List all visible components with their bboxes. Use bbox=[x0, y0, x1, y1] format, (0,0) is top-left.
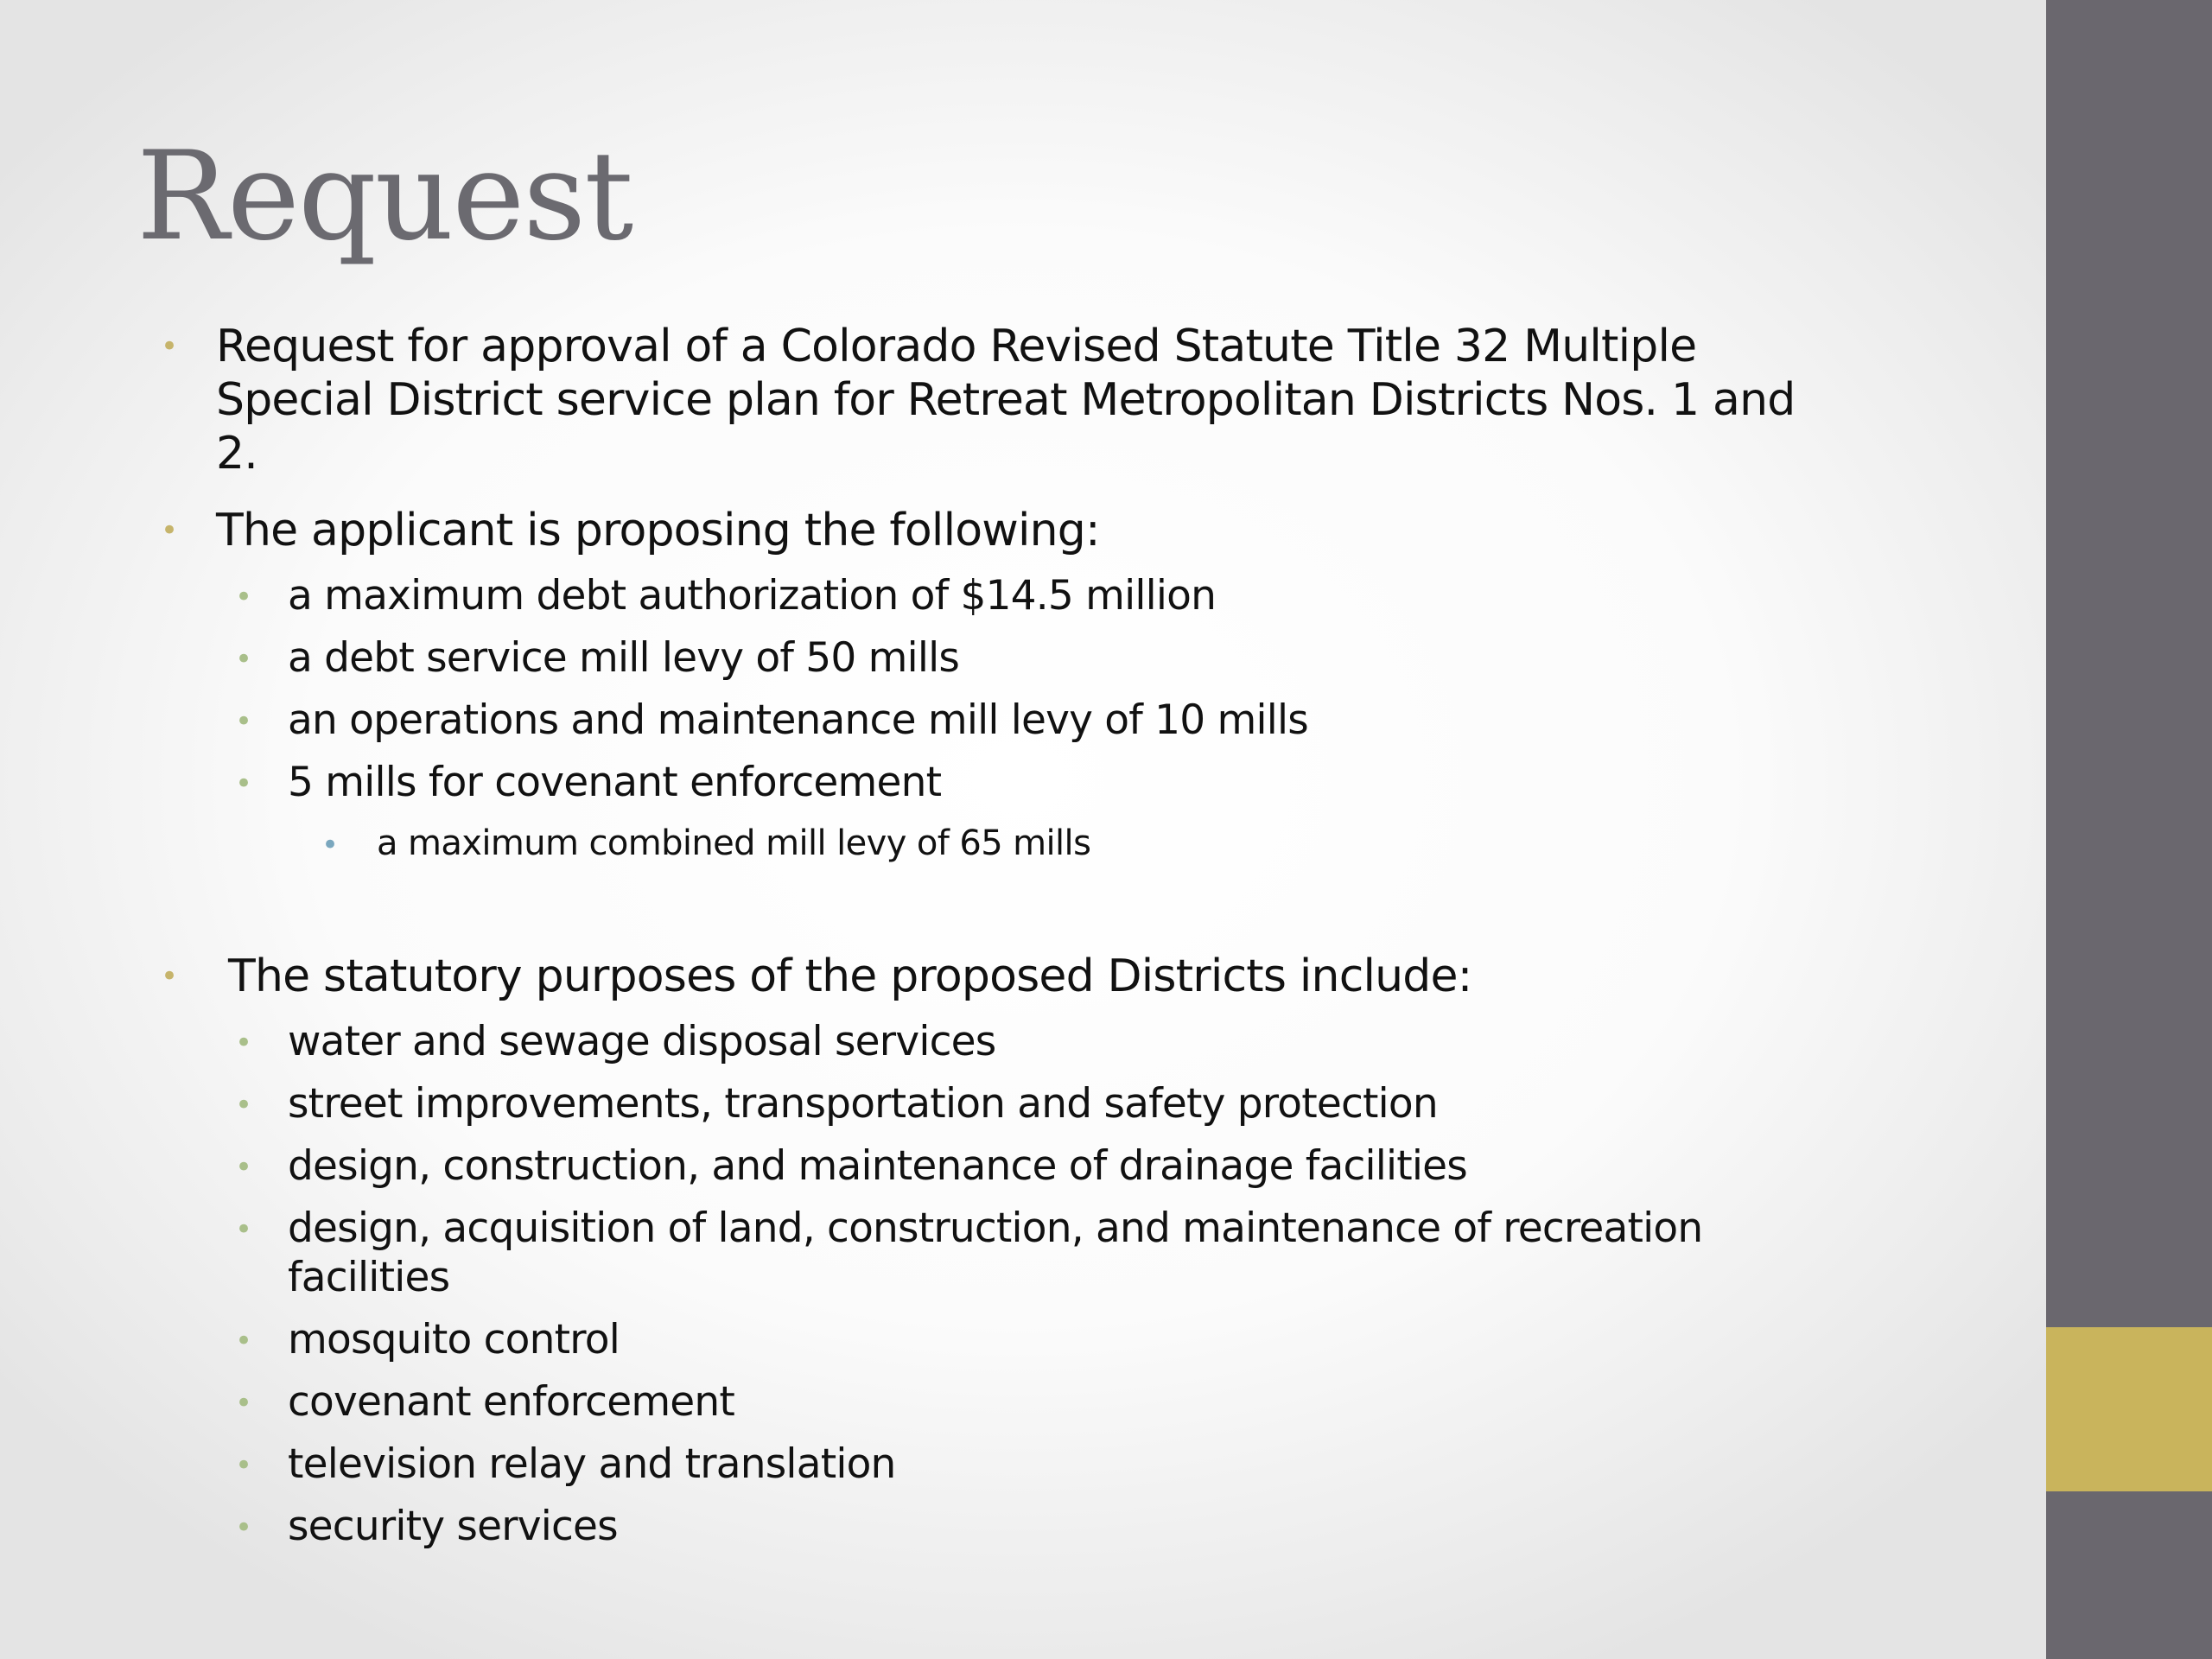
list-item-line: The statutory purposes of the proposed Districts include: bbox=[228, 950, 1472, 1002]
list-item-line: 2. bbox=[216, 428, 258, 480]
bullet-icon: • bbox=[161, 329, 179, 364]
list-item bbox=[288, 1440, 896, 1489]
bullet-icon: • bbox=[235, 704, 253, 739]
list-item-line: a debt service mill levy of 50 mills bbox=[288, 634, 960, 682]
slide-title: Request bbox=[137, 125, 632, 268]
side-accent-block bbox=[2046, 1327, 2212, 1491]
list-item-line: design, acquisition of land, construction, and maintenance of recreation bbox=[288, 1205, 1703, 1252]
list-item bbox=[288, 571, 1216, 620]
list-item-line: 5 mills for covenant enforcement bbox=[288, 759, 942, 806]
bullet-icon: • bbox=[235, 1212, 253, 1247]
list-item-line: covenant enforcement bbox=[288, 1378, 735, 1426]
list-item bbox=[288, 1141, 1467, 1191]
list-item bbox=[288, 758, 941, 807]
list-item-line: The applicant is proposing the following: bbox=[216, 505, 1100, 556]
bullet-icon: • bbox=[235, 1324, 253, 1358]
bullet-icon: • bbox=[235, 1386, 253, 1421]
list-item bbox=[288, 1017, 995, 1066]
list-item-line: street improvements, transportation and safety protection bbox=[288, 1080, 1438, 1128]
list-item-line: a maximum debt authorization of $14.5 million bbox=[288, 572, 1217, 620]
list-item bbox=[288, 1204, 1702, 1302]
list-item-line: a maximum combined mill levy of 65 mills bbox=[377, 823, 1091, 863]
bullet-icon: • bbox=[235, 1026, 253, 1060]
bullet-icon: • bbox=[235, 580, 253, 614]
list-item bbox=[216, 504, 1100, 557]
list-item bbox=[377, 822, 1090, 865]
list-item-line: facilities bbox=[288, 1254, 450, 1301]
bullet-icon: • bbox=[235, 1088, 253, 1122]
bullet-icon: • bbox=[235, 642, 253, 677]
list-item-line: security services bbox=[288, 1503, 618, 1550]
list-item bbox=[216, 320, 1795, 480]
list-item bbox=[288, 1315, 620, 1364]
bullet-icon: • bbox=[161, 959, 179, 994]
bullet-icon: • bbox=[235, 1448, 253, 1483]
list-item-line: water and sewage disposal services bbox=[288, 1018, 996, 1065]
bullet-icon: • bbox=[235, 1510, 253, 1545]
list-item-line: mosquito control bbox=[288, 1316, 620, 1363]
list-item-line: television relay and translation bbox=[288, 1440, 896, 1488]
list-item bbox=[288, 696, 1308, 745]
bullet-icon: • bbox=[321, 828, 340, 862]
list-item bbox=[228, 950, 1471, 1003]
bullet-icon: • bbox=[235, 1150, 253, 1185]
list-item-line: Request for approval of a Colorado Revised Statute Title 32 Multiple bbox=[216, 321, 1697, 372]
list-item-line: Special District service plan for Retreat Metropolitan Districts Nos. 1 and bbox=[216, 374, 1796, 426]
list-item bbox=[288, 1502, 618, 1551]
list-item bbox=[288, 633, 959, 683]
bullet-icon: • bbox=[161, 513, 179, 548]
list-item-line: design, construction, and maintenance of drainage facilities bbox=[288, 1142, 1467, 1190]
list-item bbox=[288, 1079, 1438, 1128]
list-item-line: an operations and maintenance mill levy of 10 mills bbox=[288, 696, 1308, 744]
list-item bbox=[288, 1377, 734, 1427]
bullet-icon: • bbox=[235, 766, 253, 801]
